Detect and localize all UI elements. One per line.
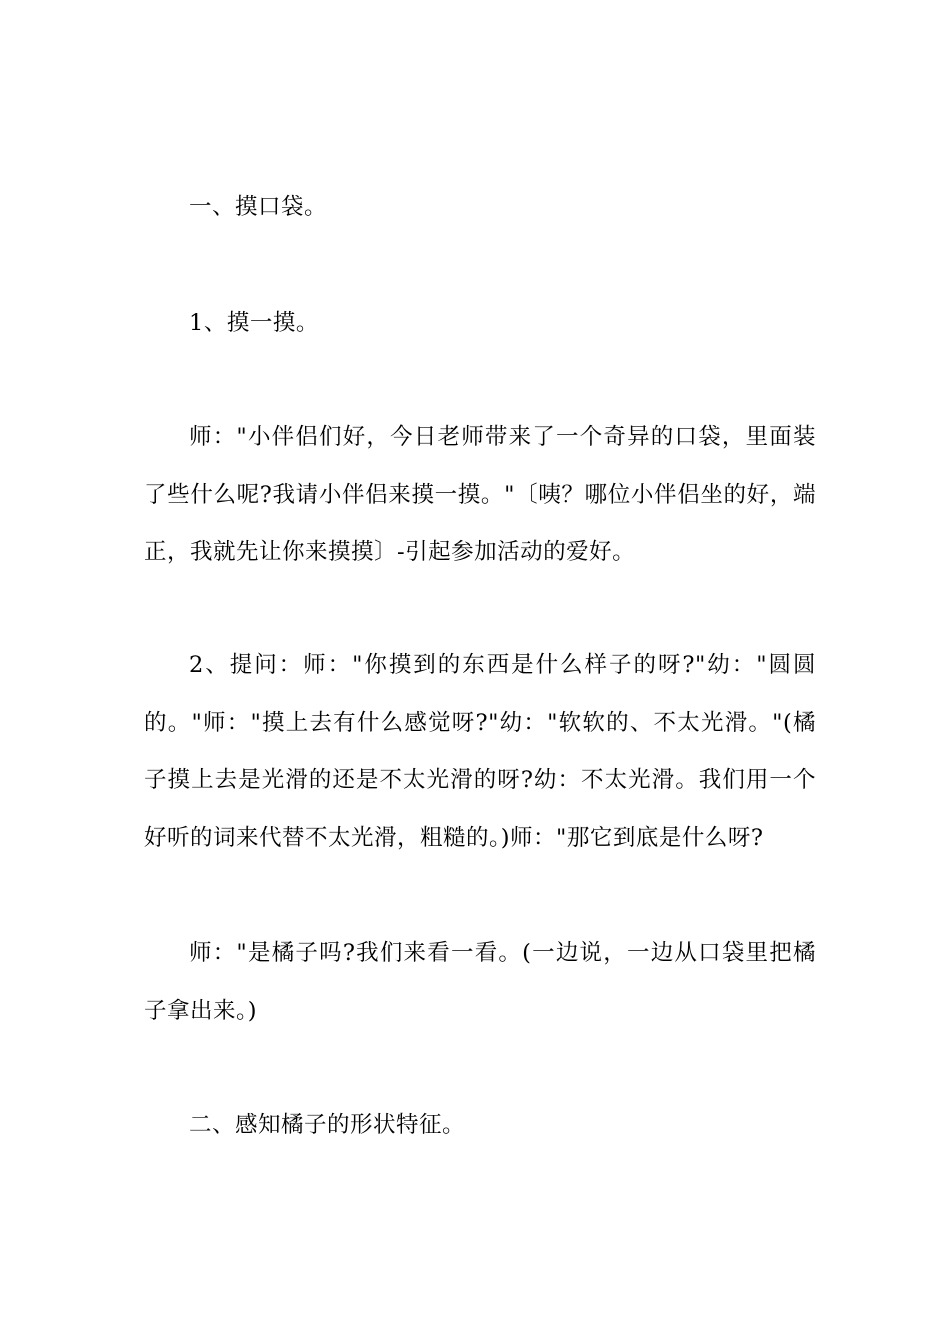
section-heading-perceive-shape: 二、感知橘子的形状特征。 [189, 1112, 466, 1138]
paragraph-reveal-orange: 师："是橘子吗?我们来看一看。(一边说，一边从口袋里把橘子拿出来。) [144, 940, 816, 1024]
step-heading-touch: 1、摸一摸。 [189, 310, 319, 336]
paragraph-teacher-intro: 师："小伴侣们好，今日老师带来了一个奇异的口袋，里面装了些什么呢?我请小伴侣来摸一摸。"〔咦？哪位小伴侣坐的好，端正，我就先让你来摸摸〕-引起参加活动的爱好。 [144, 424, 816, 565]
paragraph-questioning: 2、提问：师："你摸到的东西是什么样子的呀?"幼："圆圆的。"师："摸上去有什么感觉呀?"幼："软软的、不太光滑。"(橘子摸上去是光滑的还是不太光滑的呀?幼：不太光滑。我们用一个好听的词来代替不太光滑，粗糙的。)师："那它到底是什么呀? [144, 652, 816, 851]
section-heading-touch-bag: 一、摸口袋。 [189, 194, 328, 220]
